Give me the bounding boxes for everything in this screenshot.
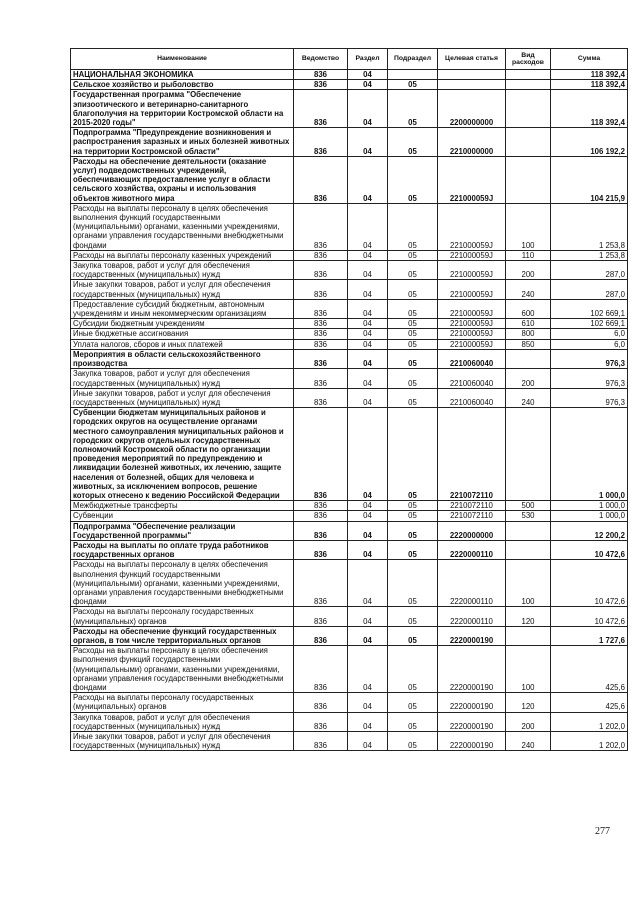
cell-celevaya-statya: 2200000000 <box>438 90 506 128</box>
cell-name: Подпрограмма "Предупреждение возникновения и распространения заразных и иных болезней животных на территории Костромской области" <box>71 128 294 157</box>
cell-podrazdel <box>388 70 438 80</box>
cell-summa: 287,0 <box>551 261 628 280</box>
cell-vedomstvo: 836 <box>294 299 348 318</box>
table-row <box>71 90 628 128</box>
cell-summa: 6,0 <box>551 329 628 339</box>
cell-razdel: 04 <box>348 732 388 751</box>
cell-vedomstvo: 836 <box>294 329 348 339</box>
cell-vedomstvo: 836 <box>294 128 348 157</box>
cell-razdel: 04 <box>348 501 388 511</box>
cell-name: Закупка товаров, работ и услуг для обеспечения государственных (муниципальных) нужд <box>71 369 294 388</box>
cell-vedomstvo: 836 <box>294 203 348 250</box>
cell-name: Расходы на выплаты персоналу в целях обеспечения выполнения функций государственными (муниципальными) органами, казенными учреждениями, органами управления государственными внебюджетными фондами <box>71 203 294 250</box>
cell-summa: 118 392,4 <box>551 80 628 90</box>
cell-vedomstvo: 836 <box>294 607 348 626</box>
cell-celevaya-statya: 221000059J <box>438 299 506 318</box>
table-header-row <box>71 49 628 70</box>
table-row <box>71 349 628 368</box>
cell-razdel: 04 <box>348 540 388 559</box>
header-celevaya-statya: Целевая статья <box>438 49 506 70</box>
cell-summa: 106 192,2 <box>551 128 628 157</box>
table-row <box>71 299 628 318</box>
cell-podrazdel: 05 <box>388 128 438 157</box>
cell-celevaya-statya: 2220000110 <box>438 560 506 607</box>
cell-summa: 976,3 <box>551 388 628 407</box>
header-razdel: Раздел <box>348 49 388 70</box>
cell-summa: 6,0 <box>551 339 628 349</box>
cell-vid-rashodov: 240 <box>506 388 551 407</box>
cell-vid-rashodov <box>506 128 551 157</box>
cell-celevaya-statya: 2210060040 <box>438 369 506 388</box>
cell-razdel: 04 <box>348 607 388 626</box>
cell-vedomstvo: 836 <box>294 693 348 712</box>
table-row <box>71 250 628 260</box>
cell-vid-rashodov: 100 <box>506 203 551 250</box>
cell-name: Подпрограмма "Обеспечение реализации Государственной программы" <box>71 521 294 540</box>
table-row <box>71 560 628 607</box>
cell-vid-rashodov: 240 <box>506 280 551 299</box>
cell-celevaya-statya: 2220000190 <box>438 626 506 645</box>
cell-vid-rashodov: 120 <box>506 607 551 626</box>
cell-celevaya-statya: 2220000190 <box>438 646 506 693</box>
cell-name: НАЦИОНАЛЬНАЯ ЭКОНОМИКА <box>71 70 294 80</box>
cell-vid-rashodov: 500 <box>506 501 551 511</box>
cell-celevaya-statya: 221000059J <box>438 156 506 203</box>
cell-name: Уплата налогов, сборов и иных платежей <box>71 339 294 349</box>
cell-razdel: 04 <box>348 250 388 260</box>
cell-podrazdel: 05 <box>388 560 438 607</box>
table-row <box>71 732 628 751</box>
cell-razdel: 04 <box>348 70 388 80</box>
cell-name: Расходы на обеспечение функций государственных органов, в том числе территориальных органов <box>71 626 294 645</box>
budget-table <box>70 48 628 751</box>
cell-vedomstvo: 836 <box>294 521 348 540</box>
cell-celevaya-statya: 2210072110 <box>438 408 506 501</box>
table-row <box>71 280 628 299</box>
cell-vedomstvo: 836 <box>294 319 348 329</box>
cell-podrazdel: 05 <box>388 299 438 318</box>
cell-podrazdel: 05 <box>388 349 438 368</box>
cell-vedomstvo: 836 <box>294 280 348 299</box>
cell-name: Иные закупки товаров, работ и услуг для обеспечения государственных (муниципальных) нужд <box>71 280 294 299</box>
table-row <box>71 339 628 349</box>
cell-razdel: 04 <box>348 280 388 299</box>
cell-podrazdel: 05 <box>388 408 438 501</box>
cell-summa: 976,3 <box>551 369 628 388</box>
cell-podrazdel: 05 <box>388 339 438 349</box>
cell-razdel: 04 <box>348 369 388 388</box>
cell-summa: 287,0 <box>551 280 628 299</box>
cell-celevaya-statya: 2220000190 <box>438 712 506 731</box>
table-row <box>71 501 628 511</box>
cell-vid-rashodov: 800 <box>506 329 551 339</box>
cell-vid-rashodov: 240 <box>506 732 551 751</box>
cell-podrazdel: 05 <box>388 388 438 407</box>
cell-summa: 118 392,4 <box>551 70 628 80</box>
cell-summa: 1 000,0 <box>551 511 628 521</box>
cell-podrazdel: 05 <box>388 521 438 540</box>
cell-vid-rashodov: 120 <box>506 693 551 712</box>
cell-name: Государственная программа "Обеспечение эпизоотического и ветеринарно-санитарного благополучия на территории Костромской области на 2015-2020 годы" <box>71 90 294 128</box>
cell-name: Субвенции бюджетам муниципальных районов и городских округов на осуществление органами местного самоуправления муниципальных районов и городских округов отдельных государственных полномочий Костромской области по организации проведения мероприятий по предупреждению и ликвидации болезней животных, их лечению, защите населения от болезней, общих для человека и животных, за исключением вопросов, решение которых отнесено к ведению Российской Федерации <box>71 408 294 501</box>
cell-summa: 1 253,8 <box>551 203 628 250</box>
cell-podrazdel: 05 <box>388 329 438 339</box>
cell-vid-rashodov <box>506 156 551 203</box>
table-row <box>71 693 628 712</box>
cell-celevaya-statya: 2220000190 <box>438 693 506 712</box>
cell-celevaya-statya: 2210060040 <box>438 349 506 368</box>
table-row <box>71 607 628 626</box>
cell-summa: 1 202,0 <box>551 732 628 751</box>
cell-vedomstvo: 836 <box>294 540 348 559</box>
cell-summa: 1 202,0 <box>551 712 628 731</box>
cell-name: Предоставление субсидий бюджетным, автономным учреждениям и иным некоммерческим организациям <box>71 299 294 318</box>
header-name: Наименование <box>71 49 294 70</box>
cell-vedomstvo: 836 <box>294 70 348 80</box>
cell-summa: 1 253,8 <box>551 250 628 260</box>
cell-name: Субсидии бюджетным учреждениям <box>71 319 294 329</box>
cell-celevaya-statya: 221000059J <box>438 339 506 349</box>
cell-celevaya-statya <box>438 80 506 90</box>
cell-razdel: 04 <box>348 329 388 339</box>
cell-celevaya-statya: 2220000110 <box>438 607 506 626</box>
header-vid-rashodov: Вид расходов <box>506 49 551 70</box>
cell-razdel: 04 <box>348 319 388 329</box>
header-summa: Сумма <box>551 49 628 70</box>
table-row <box>71 80 628 90</box>
cell-podrazdel: 05 <box>388 626 438 645</box>
table-row <box>71 319 628 329</box>
cell-vedomstvo: 836 <box>294 646 348 693</box>
cell-name: Закупка товаров, работ и услуг для обеспечения государственных (муниципальных) нужд <box>71 261 294 280</box>
table-row <box>71 329 628 339</box>
table-row <box>71 712 628 731</box>
cell-name: Иные закупки товаров, работ и услуг для обеспечения государственных (муниципальных) нужд <box>71 388 294 407</box>
cell-vedomstvo: 836 <box>294 349 348 368</box>
cell-vid-rashodov: 100 <box>506 560 551 607</box>
cell-name: Расходы на обеспечение деятельности (оказание услуг) подведомственных учреждений, обеспечивающих предоставление услуг в области сельского хозяйства, охраны и использования объектов животного мира <box>71 156 294 203</box>
table-row <box>71 646 628 693</box>
cell-name: Иные бюджетные ассигнования <box>71 329 294 339</box>
header-podrazdel: Подраздел <box>388 49 438 70</box>
cell-celevaya-statya: 221000059J <box>438 250 506 260</box>
cell-podrazdel: 05 <box>388 732 438 751</box>
cell-razdel: 04 <box>348 408 388 501</box>
cell-razdel: 04 <box>348 90 388 128</box>
cell-celevaya-statya: 2210060040 <box>438 388 506 407</box>
cell-vid-rashodov <box>506 540 551 559</box>
table-row <box>71 540 628 559</box>
cell-podrazdel: 05 <box>388 250 438 260</box>
cell-podrazdel: 05 <box>388 511 438 521</box>
cell-podrazdel: 05 <box>388 80 438 90</box>
page-number: 277 <box>595 826 610 837</box>
table-row <box>71 70 628 80</box>
cell-celevaya-statya: 2220000110 <box>438 540 506 559</box>
cell-summa: 118 392,4 <box>551 90 628 128</box>
cell-vedomstvo: 836 <box>294 156 348 203</box>
cell-summa: 12 200,2 <box>551 521 628 540</box>
cell-name: Расходы на выплаты персоналу в целях обеспечения выполнения функций государственными (муниципальными) органами, казенными учреждениями, органами управления государственными внебюджетными фондами <box>71 646 294 693</box>
cell-name: Закупка товаров, работ и услуг для обеспечения государственных (муниципальных) нужд <box>71 712 294 731</box>
cell-vid-rashodov <box>506 521 551 540</box>
table-row <box>71 408 628 501</box>
cell-vedomstvo: 836 <box>294 511 348 521</box>
table-row <box>71 203 628 250</box>
cell-vid-rashodov <box>506 349 551 368</box>
cell-razdel: 04 <box>348 560 388 607</box>
cell-podrazdel: 05 <box>388 540 438 559</box>
cell-razdel: 04 <box>348 712 388 731</box>
cell-podrazdel: 05 <box>388 203 438 250</box>
cell-razdel: 04 <box>348 261 388 280</box>
cell-vid-rashodov: 110 <box>506 250 551 260</box>
cell-name: Расходы на выплаты персоналу казенных учреждений <box>71 250 294 260</box>
cell-summa: 1 000,0 <box>551 408 628 501</box>
cell-vedomstvo: 836 <box>294 339 348 349</box>
cell-celevaya-statya: 221000059J <box>438 261 506 280</box>
cell-celevaya-statya: 221000059J <box>438 203 506 250</box>
cell-summa: 10 472,6 <box>551 560 628 607</box>
cell-summa: 1 000,0 <box>551 501 628 511</box>
table-row <box>71 156 628 203</box>
cell-vid-rashodov <box>506 80 551 90</box>
cell-vedomstvo: 836 <box>294 388 348 407</box>
cell-podrazdel: 05 <box>388 607 438 626</box>
cell-vid-rashodov: 610 <box>506 319 551 329</box>
cell-vedomstvo: 836 <box>294 80 348 90</box>
cell-razdel: 04 <box>348 299 388 318</box>
cell-summa: 10 472,6 <box>551 540 628 559</box>
cell-summa: 425,6 <box>551 693 628 712</box>
cell-vedomstvo: 836 <box>294 369 348 388</box>
cell-celevaya-statya: 2210072110 <box>438 511 506 521</box>
cell-vid-rashodov: 600 <box>506 299 551 318</box>
cell-vedomstvo: 836 <box>294 250 348 260</box>
table-row <box>71 261 628 280</box>
cell-vid-rashodov: 850 <box>506 339 551 349</box>
cell-celevaya-statya: 221000059J <box>438 319 506 329</box>
cell-razdel: 04 <box>348 511 388 521</box>
cell-celevaya-statya: 2210072110 <box>438 501 506 511</box>
cell-podrazdel: 05 <box>388 712 438 731</box>
cell-vedomstvo: 836 <box>294 560 348 607</box>
cell-name: Сельское хозяйство и рыболовство <box>71 80 294 90</box>
cell-vedomstvo: 836 <box>294 626 348 645</box>
cell-razdel: 04 <box>348 646 388 693</box>
table-row <box>71 128 628 157</box>
cell-vid-rashodov <box>506 626 551 645</box>
cell-celevaya-statya: 2210000000 <box>438 128 506 157</box>
cell-vid-rashodov: 200 <box>506 369 551 388</box>
cell-vedomstvo: 836 <box>294 732 348 751</box>
table-row <box>71 626 628 645</box>
cell-summa: 10 472,6 <box>551 607 628 626</box>
cell-celevaya-statya <box>438 70 506 80</box>
cell-vid-rashodov <box>506 408 551 501</box>
header-vedomstvo: Ведомство <box>294 49 348 70</box>
cell-podrazdel: 05 <box>388 369 438 388</box>
cell-summa: 425,6 <box>551 646 628 693</box>
cell-summa: 1 727,6 <box>551 626 628 645</box>
cell-name: Расходы на выплаты персоналу государственных (муниципальных) органов <box>71 693 294 712</box>
cell-podrazdel: 05 <box>388 319 438 329</box>
table-row <box>71 388 628 407</box>
cell-podrazdel: 05 <box>388 646 438 693</box>
cell-razdel: 04 <box>348 521 388 540</box>
cell-razdel: 04 <box>348 388 388 407</box>
cell-name: Мероприятия в области сельскохозяйственного производства <box>71 349 294 368</box>
cell-vid-rashodov: 530 <box>506 511 551 521</box>
cell-summa: 102 669,1 <box>551 319 628 329</box>
cell-name: Межбюджетные трансферты <box>71 501 294 511</box>
cell-razdel: 04 <box>348 203 388 250</box>
cell-razdel: 04 <box>348 626 388 645</box>
table-row <box>71 511 628 521</box>
cell-podrazdel: 05 <box>388 693 438 712</box>
cell-razdel: 04 <box>348 156 388 203</box>
cell-celevaya-statya: 221000059J <box>438 329 506 339</box>
cell-vid-rashodov: 200 <box>506 712 551 731</box>
cell-razdel: 04 <box>348 80 388 90</box>
cell-name: Расходы на выплаты персоналу в целях обеспечения выполнения функций государственными (муниципальными) органами, казенными учреждениями, органами управления государственными внебюджетными фондами <box>71 560 294 607</box>
cell-vid-rashodov <box>506 90 551 128</box>
table-body <box>71 70 628 751</box>
cell-summa: 976,3 <box>551 349 628 368</box>
cell-summa: 102 669,1 <box>551 299 628 318</box>
cell-name: Субвенции <box>71 511 294 521</box>
cell-podrazdel: 05 <box>388 156 438 203</box>
cell-razdel: 04 <box>348 349 388 368</box>
cell-summa: 104 215,9 <box>551 156 628 203</box>
cell-name: Расходы на выплаты по оплате труда работников государственных органов <box>71 540 294 559</box>
cell-vedomstvo: 836 <box>294 261 348 280</box>
cell-podrazdel: 05 <box>388 501 438 511</box>
cell-podrazdel: 05 <box>388 261 438 280</box>
cell-vedomstvo: 836 <box>294 90 348 128</box>
cell-vid-rashodov <box>506 70 551 80</box>
cell-vid-rashodov: 200 <box>506 261 551 280</box>
cell-vedomstvo: 836 <box>294 408 348 501</box>
cell-vedomstvo: 836 <box>294 712 348 731</box>
cell-razdel: 04 <box>348 693 388 712</box>
table-row <box>71 369 628 388</box>
cell-celevaya-statya: 2220000000 <box>438 521 506 540</box>
cell-vedomstvo: 836 <box>294 501 348 511</box>
cell-razdel: 04 <box>348 128 388 157</box>
cell-name: Иные закупки товаров, работ и услуг для обеспечения государственных (муниципальных) нужд <box>71 732 294 751</box>
cell-razdel: 04 <box>348 339 388 349</box>
cell-podrazdel: 05 <box>388 280 438 299</box>
cell-vid-rashodov: 100 <box>506 646 551 693</box>
table-row <box>71 521 628 540</box>
cell-celevaya-statya: 2220000190 <box>438 732 506 751</box>
cell-celevaya-statya: 221000059J <box>438 280 506 299</box>
cell-podrazdel: 05 <box>388 90 438 128</box>
cell-name: Расходы на выплаты персоналу государственных (муниципальных) органов <box>71 607 294 626</box>
